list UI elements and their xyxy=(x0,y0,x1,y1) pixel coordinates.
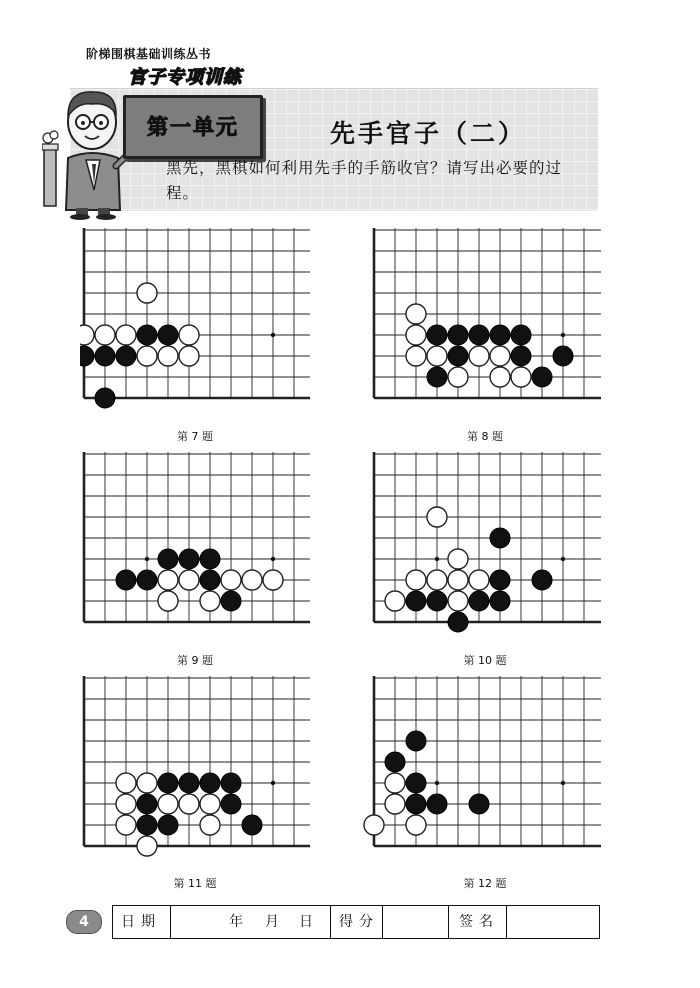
white-stone xyxy=(448,367,468,387)
white-stone xyxy=(469,570,489,590)
white-stone xyxy=(158,346,178,366)
problem-label: 第 10 题 xyxy=(463,654,507,667)
black-stone xyxy=(532,570,552,590)
white-stone xyxy=(137,773,157,793)
white-stone xyxy=(116,773,136,793)
black-stone xyxy=(448,612,468,632)
white-stone xyxy=(427,507,447,527)
white-stone xyxy=(158,591,178,611)
black-stone xyxy=(427,591,447,611)
star-point xyxy=(145,557,149,561)
black-stone xyxy=(158,773,178,793)
white-stone xyxy=(179,794,199,814)
white-stone xyxy=(137,283,157,303)
black-stone xyxy=(221,794,241,814)
black-stone xyxy=(221,591,241,611)
unit-label: 第一单元 xyxy=(147,115,239,139)
black-stone xyxy=(179,773,199,793)
black-stone xyxy=(511,346,531,366)
white-stone xyxy=(200,794,220,814)
white-stone xyxy=(200,591,220,611)
black-stone xyxy=(427,794,447,814)
date-label: 日期 xyxy=(113,906,171,938)
star-point xyxy=(271,781,275,785)
white-stone xyxy=(80,325,94,345)
star-point xyxy=(561,333,565,337)
black-stone xyxy=(137,325,157,345)
star-point xyxy=(561,781,565,785)
white-stone xyxy=(179,570,199,590)
black-stone xyxy=(95,388,115,408)
white-stone xyxy=(406,570,426,590)
white-stone xyxy=(448,549,468,569)
score-field[interactable] xyxy=(383,906,449,938)
black-stone xyxy=(448,346,468,366)
record-table xyxy=(112,905,600,939)
series-title: 阶梯围棋基础训练丛书 xyxy=(86,47,212,61)
board-grid xyxy=(84,452,310,622)
month-label: 月 xyxy=(265,914,285,930)
white-stone xyxy=(448,570,468,590)
star-point xyxy=(271,333,275,337)
go-board-problem-10 xyxy=(370,452,602,648)
white-stone xyxy=(116,325,136,345)
white-stone xyxy=(137,346,157,366)
white-stone xyxy=(469,346,489,366)
black-stone xyxy=(427,325,447,345)
white-stone xyxy=(116,794,136,814)
year-label: 年 xyxy=(229,914,249,930)
white-stone xyxy=(448,591,468,611)
white-stone xyxy=(221,570,241,590)
black-stone xyxy=(406,591,426,611)
black-stone xyxy=(80,346,94,366)
black-stone xyxy=(469,794,489,814)
black-stone xyxy=(242,815,262,835)
board-grid xyxy=(84,228,310,398)
black-stone xyxy=(158,815,178,835)
black-stone xyxy=(448,325,468,345)
white-stone xyxy=(158,794,178,814)
white-stone xyxy=(490,367,510,387)
black-stone xyxy=(406,731,426,751)
white-stone xyxy=(137,836,157,856)
black-stone xyxy=(158,549,178,569)
white-stone xyxy=(116,815,136,835)
black-stone xyxy=(116,346,136,366)
black-stone xyxy=(511,325,531,345)
black-stone xyxy=(200,570,220,590)
white-stone xyxy=(385,591,405,611)
white-stone xyxy=(95,325,115,345)
black-stone xyxy=(490,528,510,548)
black-stone xyxy=(385,752,405,772)
book-title: 官子专项训练 xyxy=(128,67,242,88)
problem-label: 第 9 题 xyxy=(177,654,213,667)
problem-label: 第 7 题 xyxy=(177,430,213,443)
black-stone xyxy=(553,346,573,366)
white-stone xyxy=(200,815,220,835)
problem-label: 第 11 题 xyxy=(173,877,217,890)
white-stone xyxy=(406,325,426,345)
go-board-problem-8 xyxy=(370,228,602,424)
unit-sign xyxy=(123,95,263,159)
go-board-problem-9 xyxy=(80,452,310,648)
lesson-title: 先手官子（二） xyxy=(330,119,527,148)
white-stone xyxy=(385,773,405,793)
black-stone xyxy=(200,549,220,569)
star-point xyxy=(435,557,439,561)
black-stone xyxy=(469,325,489,345)
day-label: 日 xyxy=(299,914,319,930)
problem-label: 第 8 题 xyxy=(467,430,503,443)
white-stone xyxy=(158,570,178,590)
white-stone xyxy=(490,346,510,366)
black-stone xyxy=(490,591,510,611)
star-point xyxy=(271,557,275,561)
white-stone xyxy=(364,815,384,835)
go-board-problem-7 xyxy=(80,228,310,424)
sign-label: 签名 xyxy=(449,906,507,938)
sign-field[interactable] xyxy=(507,906,597,938)
black-stone xyxy=(137,570,157,590)
page-number: 4 xyxy=(66,910,102,934)
date-field[interactable] xyxy=(171,906,331,938)
star-point xyxy=(435,781,439,785)
black-stone xyxy=(406,794,426,814)
black-stone xyxy=(490,325,510,345)
problem-label: 第 12 题 xyxy=(463,877,507,890)
go-board-problem-11 xyxy=(80,676,310,872)
black-stone xyxy=(137,794,157,814)
black-stone xyxy=(490,570,510,590)
white-stone xyxy=(263,570,283,590)
black-stone xyxy=(137,815,157,835)
black-stone xyxy=(469,591,489,611)
black-stone xyxy=(427,367,447,387)
white-stone xyxy=(179,346,199,366)
black-stone xyxy=(116,570,136,590)
white-stone xyxy=(179,325,199,345)
white-stone xyxy=(406,346,426,366)
instruction-text: 黑先，黑棋如何利用先手的手筋收官？请写出必要的过程。 xyxy=(166,159,563,202)
black-stone xyxy=(221,773,241,793)
white-stone xyxy=(427,570,447,590)
black-stone xyxy=(95,346,115,366)
black-stone xyxy=(532,367,552,387)
black-stone xyxy=(158,325,178,345)
score-label: 得分 xyxy=(331,906,383,938)
star-point xyxy=(561,557,565,561)
white-stone xyxy=(406,815,426,835)
white-stone xyxy=(406,304,426,324)
white-stone xyxy=(242,570,262,590)
white-stone xyxy=(511,367,531,387)
black-stone xyxy=(179,549,199,569)
go-board-problem-12 xyxy=(362,676,602,872)
black-stone xyxy=(200,773,220,793)
black-stone xyxy=(406,773,426,793)
white-stone xyxy=(385,794,405,814)
white-stone xyxy=(427,346,447,366)
